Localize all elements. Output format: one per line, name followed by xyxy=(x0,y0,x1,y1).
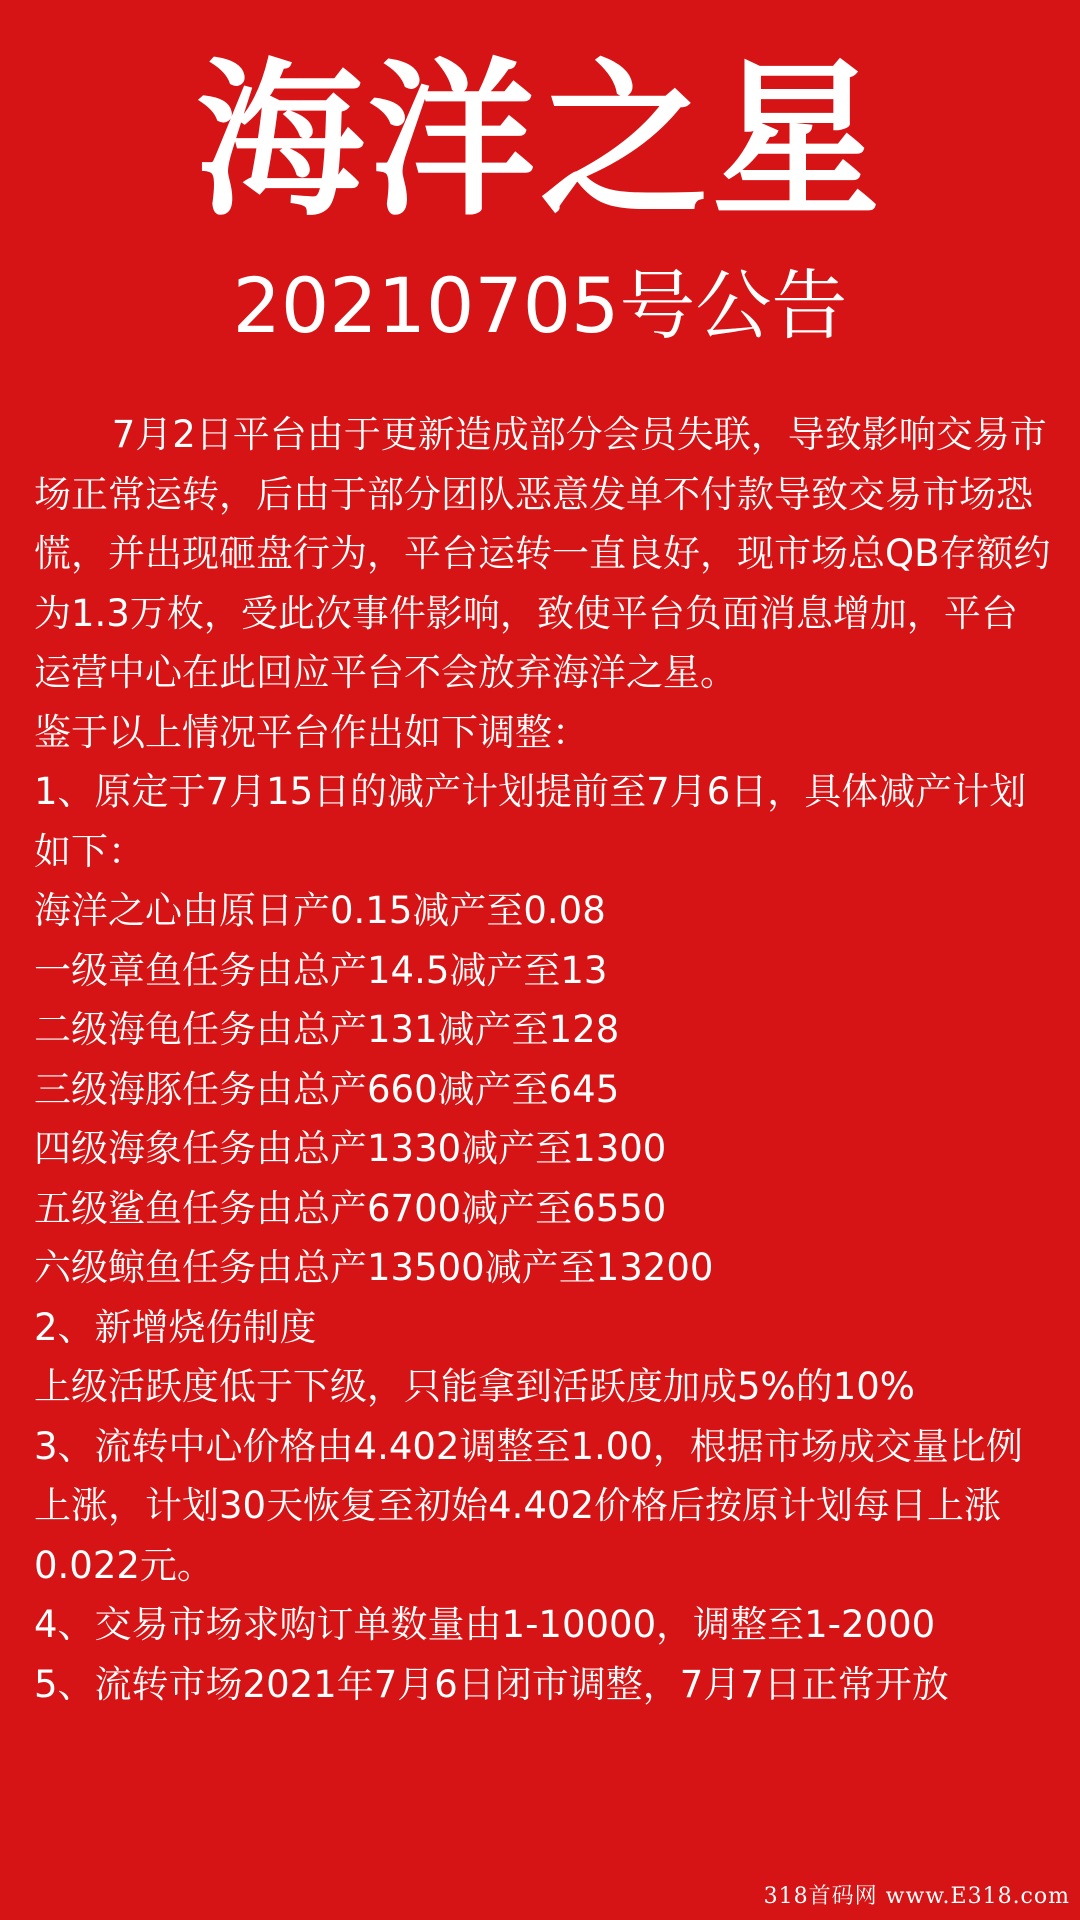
cut-line-level-4-walrus: 四级海象任务由总产1330减产至1300 xyxy=(34,1127,667,1170)
cut-line-ocean-heart: 海洋之心由原日产0.15减产至0.08 xyxy=(34,889,606,932)
cut-line-level-1-octopus: 一级章鱼任务由总产14.5减产至13 xyxy=(34,948,608,992)
item-2-burn-rule: 2、新增烧伤制度 xyxy=(34,1305,317,1349)
site-watermark: 318首码网 www.E318.com xyxy=(763,1884,1070,1909)
cut-line-level-3-dolphin: 三级海豚任务由总产660减产至645 xyxy=(34,1067,620,1111)
announcement-body xyxy=(34,405,1054,1714)
item-5-market-closure: 5、流转市场2021年7月6日闭市调整，7月7日正常开放 xyxy=(34,1662,949,1706)
cut-line-level-6-whale: 六级鲸鱼任务由总产13500减产至13200 xyxy=(34,1246,714,1289)
cut-line-level-2-turtle: 二级海龟任务由总产131减产至128 xyxy=(34,1008,620,1051)
item-3-price-adjustment: 3、流转中心价格由4.402调整至1.00，根据市场成交量比例上涨，计划30天恢复至初始4.402价格后按原计划每日上涨0.022元。 xyxy=(34,1424,1023,1587)
item-1-production-cut: 1、原定于7月15日的减产计划提前至7月6日，具体减产计划如下： xyxy=(34,770,1027,873)
page-title: 海洋之星 xyxy=(196,41,884,239)
announcement-number: 20210705号公告 xyxy=(232,261,848,350)
adjustment-heading: 鉴于以上情况平台作出如下调整： xyxy=(34,710,589,754)
cut-line-level-5-shark: 五级鲨鱼任务由总产6700减产至6550 xyxy=(34,1186,667,1230)
intro-paragraph: 7月2日平台由于更新造成部分会员失联，导致影响交易市场正常运转，后由于部分团队恶意发单不付款导致交易市场恐慌，并出现砸盘行为，平台运转一直良好，现市场总QB存额约为1.3万枚，受此次事件影响，致使平台负面消息增加，平台运营中心在此回应平台不会放弃海洋之星。 xyxy=(34,413,1051,694)
item-4-order-limit: 4、交易市场求购订单数量由1-10000，调整至1-2000 xyxy=(34,1603,936,1646)
burn-rule-detail: 上级活跃度低于下级，只能拿到活跃度加成5%的10% xyxy=(34,1365,915,1408)
